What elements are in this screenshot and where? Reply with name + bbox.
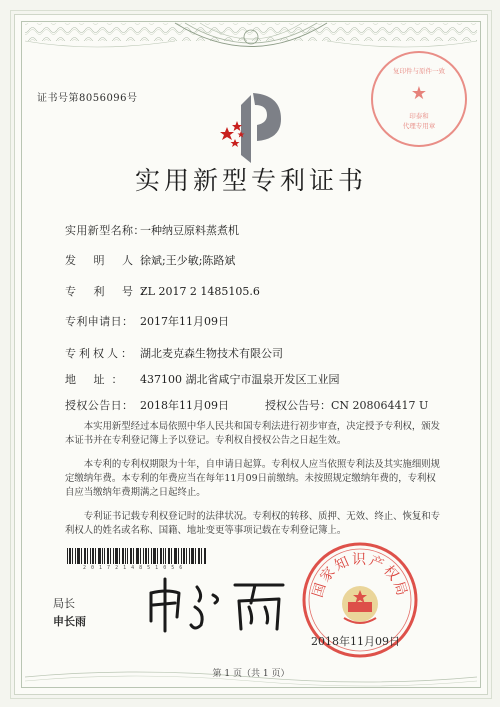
- grant-announcement-number: 授权公告号：CN 208064417 U: [265, 399, 429, 412]
- director-title: 局长: [53, 597, 75, 610]
- barcode: [67, 548, 207, 564]
- issue-date: 2018年11月09日: [311, 635, 400, 648]
- certificate-number: 证书号第8056096号: [37, 93, 138, 104]
- paragraph-register: 专利证书记载专利权登记时的法律状况。专利权的转移、质押、无效、终止、恢复和专利权人的姓名或名称、国籍、地址变更等事项记载在专利登记簿上。: [65, 511, 441, 536]
- paragraph-grant: 本实用新型经过本局依照中华人民共和国专利法进行初步审查，决定授予专利权，颁发本证书并在专利登记簿上予以登记。专利权自授权公告之日起生效。: [65, 421, 441, 446]
- address: 地 址： 437100 湖北省咸宁市温泉开发区工业园: [65, 373, 340, 386]
- patent-certificate: [14, 14, 488, 695]
- certificate-title: 实用新型专利证书: [134, 166, 367, 195]
- patent-number: 专 利 号：ZL 2017 2 1485105.6: [65, 285, 260, 298]
- director-signature: [143, 573, 293, 633]
- seal-text: 国家知识产权局: [309, 552, 411, 600]
- grant-announcement-date: 授权公告日： 2018年11月09日: [65, 399, 229, 412]
- patent-office-logo: [211, 85, 291, 165]
- barcode-digits: 2 0 1 7 2 1 4 8 5 1 0 5 6: [83, 565, 184, 571]
- utility-model-name: 实用新型名称：一种纳豆原料蒸煮机: [65, 224, 239, 237]
- agency-seal-stamp: 复印件与原件一致 ★ 印泰和 代理专用章: [371, 51, 467, 147]
- patentee: 专利权人： 湖北麦克森生物技术有限公司: [65, 347, 283, 360]
- paragraph-term: 本专利的专利权期限为十年，自申请日起算。专利权人应当依照专利法及其实施细则规定缴纳年费。本专利的年费应当在每年11月09日前缴纳。未按照规定缴纳年费的，专利权自应当缴纳年费期满之日起终止。: [65, 459, 441, 498]
- seal-star-icon: ★: [410, 83, 428, 104]
- director-name: 申长雨: [53, 615, 86, 628]
- national-emblem-icon: [342, 586, 378, 623]
- application-date: 专利申请日： 2017年11月09日: [65, 315, 229, 328]
- page-number: 第 1 页（共 1 页）: [212, 669, 290, 679]
- inventors: 发 明 人：徐斌;王少敏;陈路斌: [65, 254, 236, 267]
